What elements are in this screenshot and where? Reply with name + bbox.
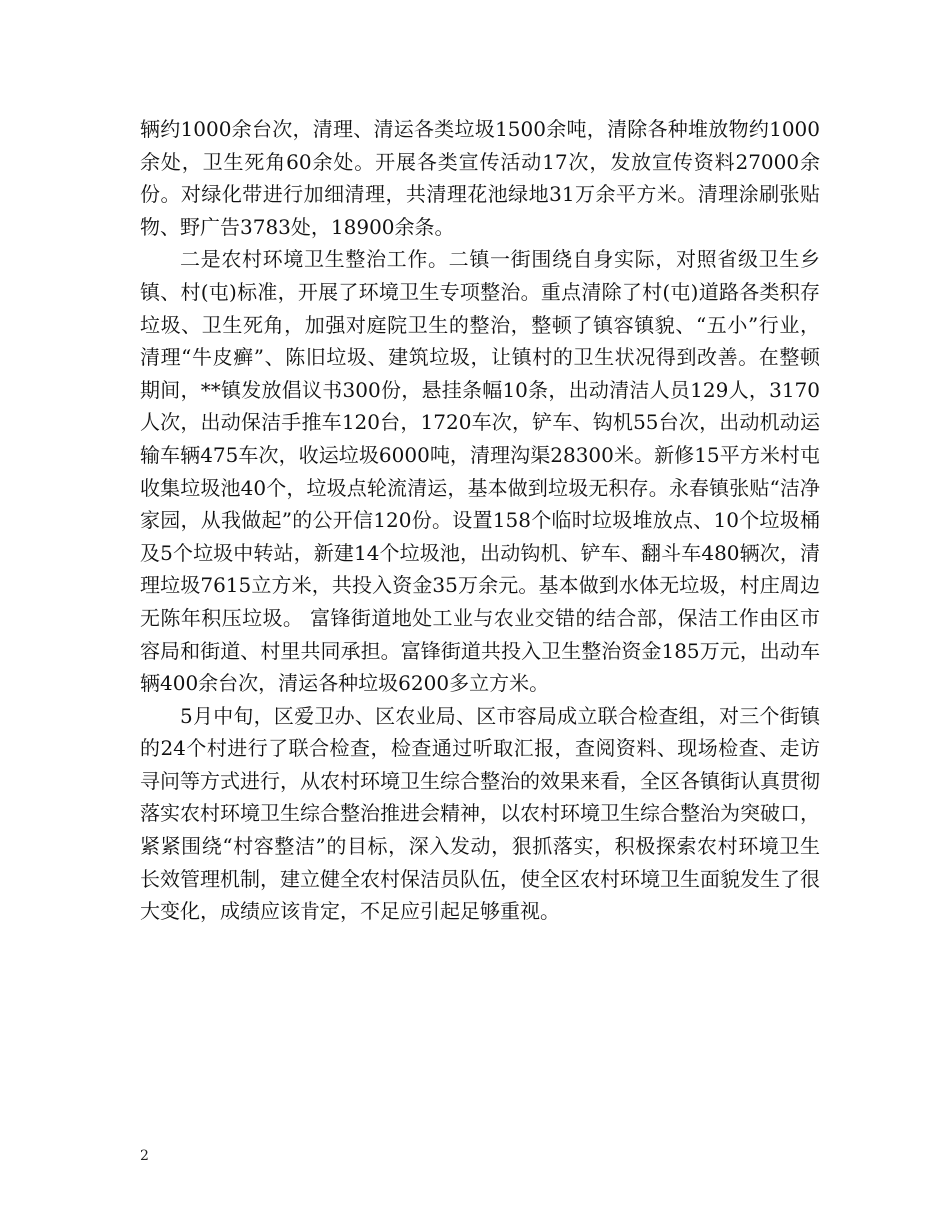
- paragraph-rural-sanitation: 二是农村环境卫生整治工作。二镇一街围绕自身实际，对照省级卫生乡镇、村(屯)标准，开展了环境卫生专项整治。重点清除了村(屯)道路各类积存垃圾、卫生死角，加强对庭院卫生的整治，整顿了镇容镇貌、“五小”行业，清理“牛皮癣”、陈旧垃圾、建筑垃圾，让镇村的卫生状况得到改善。在整顿期间，**镇发放倡议书300份，悬挂条幅10条，出动清洁人员129人，3170人次，出动保洁手推车120台，1720车次，铲车、钩机55台次，出动机动运输车辆475车次，收运垃圾6000吨，清理沟渠28300米。新修15平方米村屯收集垃圾池40个，垃圾点轮流清运，基本做到垃圾无积存。永春镇张贴“洁净家园，从我做起”的公开信120份。设置158个临时垃圾堆放点、10个垃圾桶及5个垃圾中转站，新建14个垃圾池，出动钩机、铲车、翻斗车480辆次，清理垃圾7615立方米，共投入资金35万余元。基本做到水体无垃圾，村庄周边无陈年积压垃圾。 富锋街道地处工业与农业交错的结合部，保洁工作由区市容局和街道、村里共同承担。富锋街道共投入卫生整治资金185万元，出动车辆400余台次，清运各种垃圾6200多立方米。: [140, 247, 820, 696]
- document-body: [140, 113, 820, 928]
- paragraph-joint-inspection: 5月中旬，区爱卫办、区农业局、区市容局成立联合检查组，对三个街镇的24个村进行了联合检查，检查通过听取汇报，查阅资料、现场检查、走访寻问等方式进行，从农村环境卫生综合整治的效果来看，全区各镇街认真贯彻落实农村环境卫生综合整治推进会精神，以农村环境卫生综合整治为突破口，紧紧围绕“村容整洁”的目标，深入发动，狠抓落实，积极探索农村环境卫生长效管理机制，建立健全农村保洁员队伍，使全区农村环境卫生面貌发生了很大变化，成绩应该肯定，不足应引起足够重视。: [140, 703, 820, 924]
- paragraph-continuation: 辆约1000余台次，清理、清运各类垃圾1500余吨，清除各种堆放物约1000余处，卫生死角60余处。开展各类宣传活动17次，发放宣传资料27000余份。对绿化带进行加细清理，共清理花池绿地31万余平方米。清理涂刷张贴物、野广告3783处，18900余条。: [140, 117, 820, 239]
- page-number: 2: [140, 1148, 149, 1164]
